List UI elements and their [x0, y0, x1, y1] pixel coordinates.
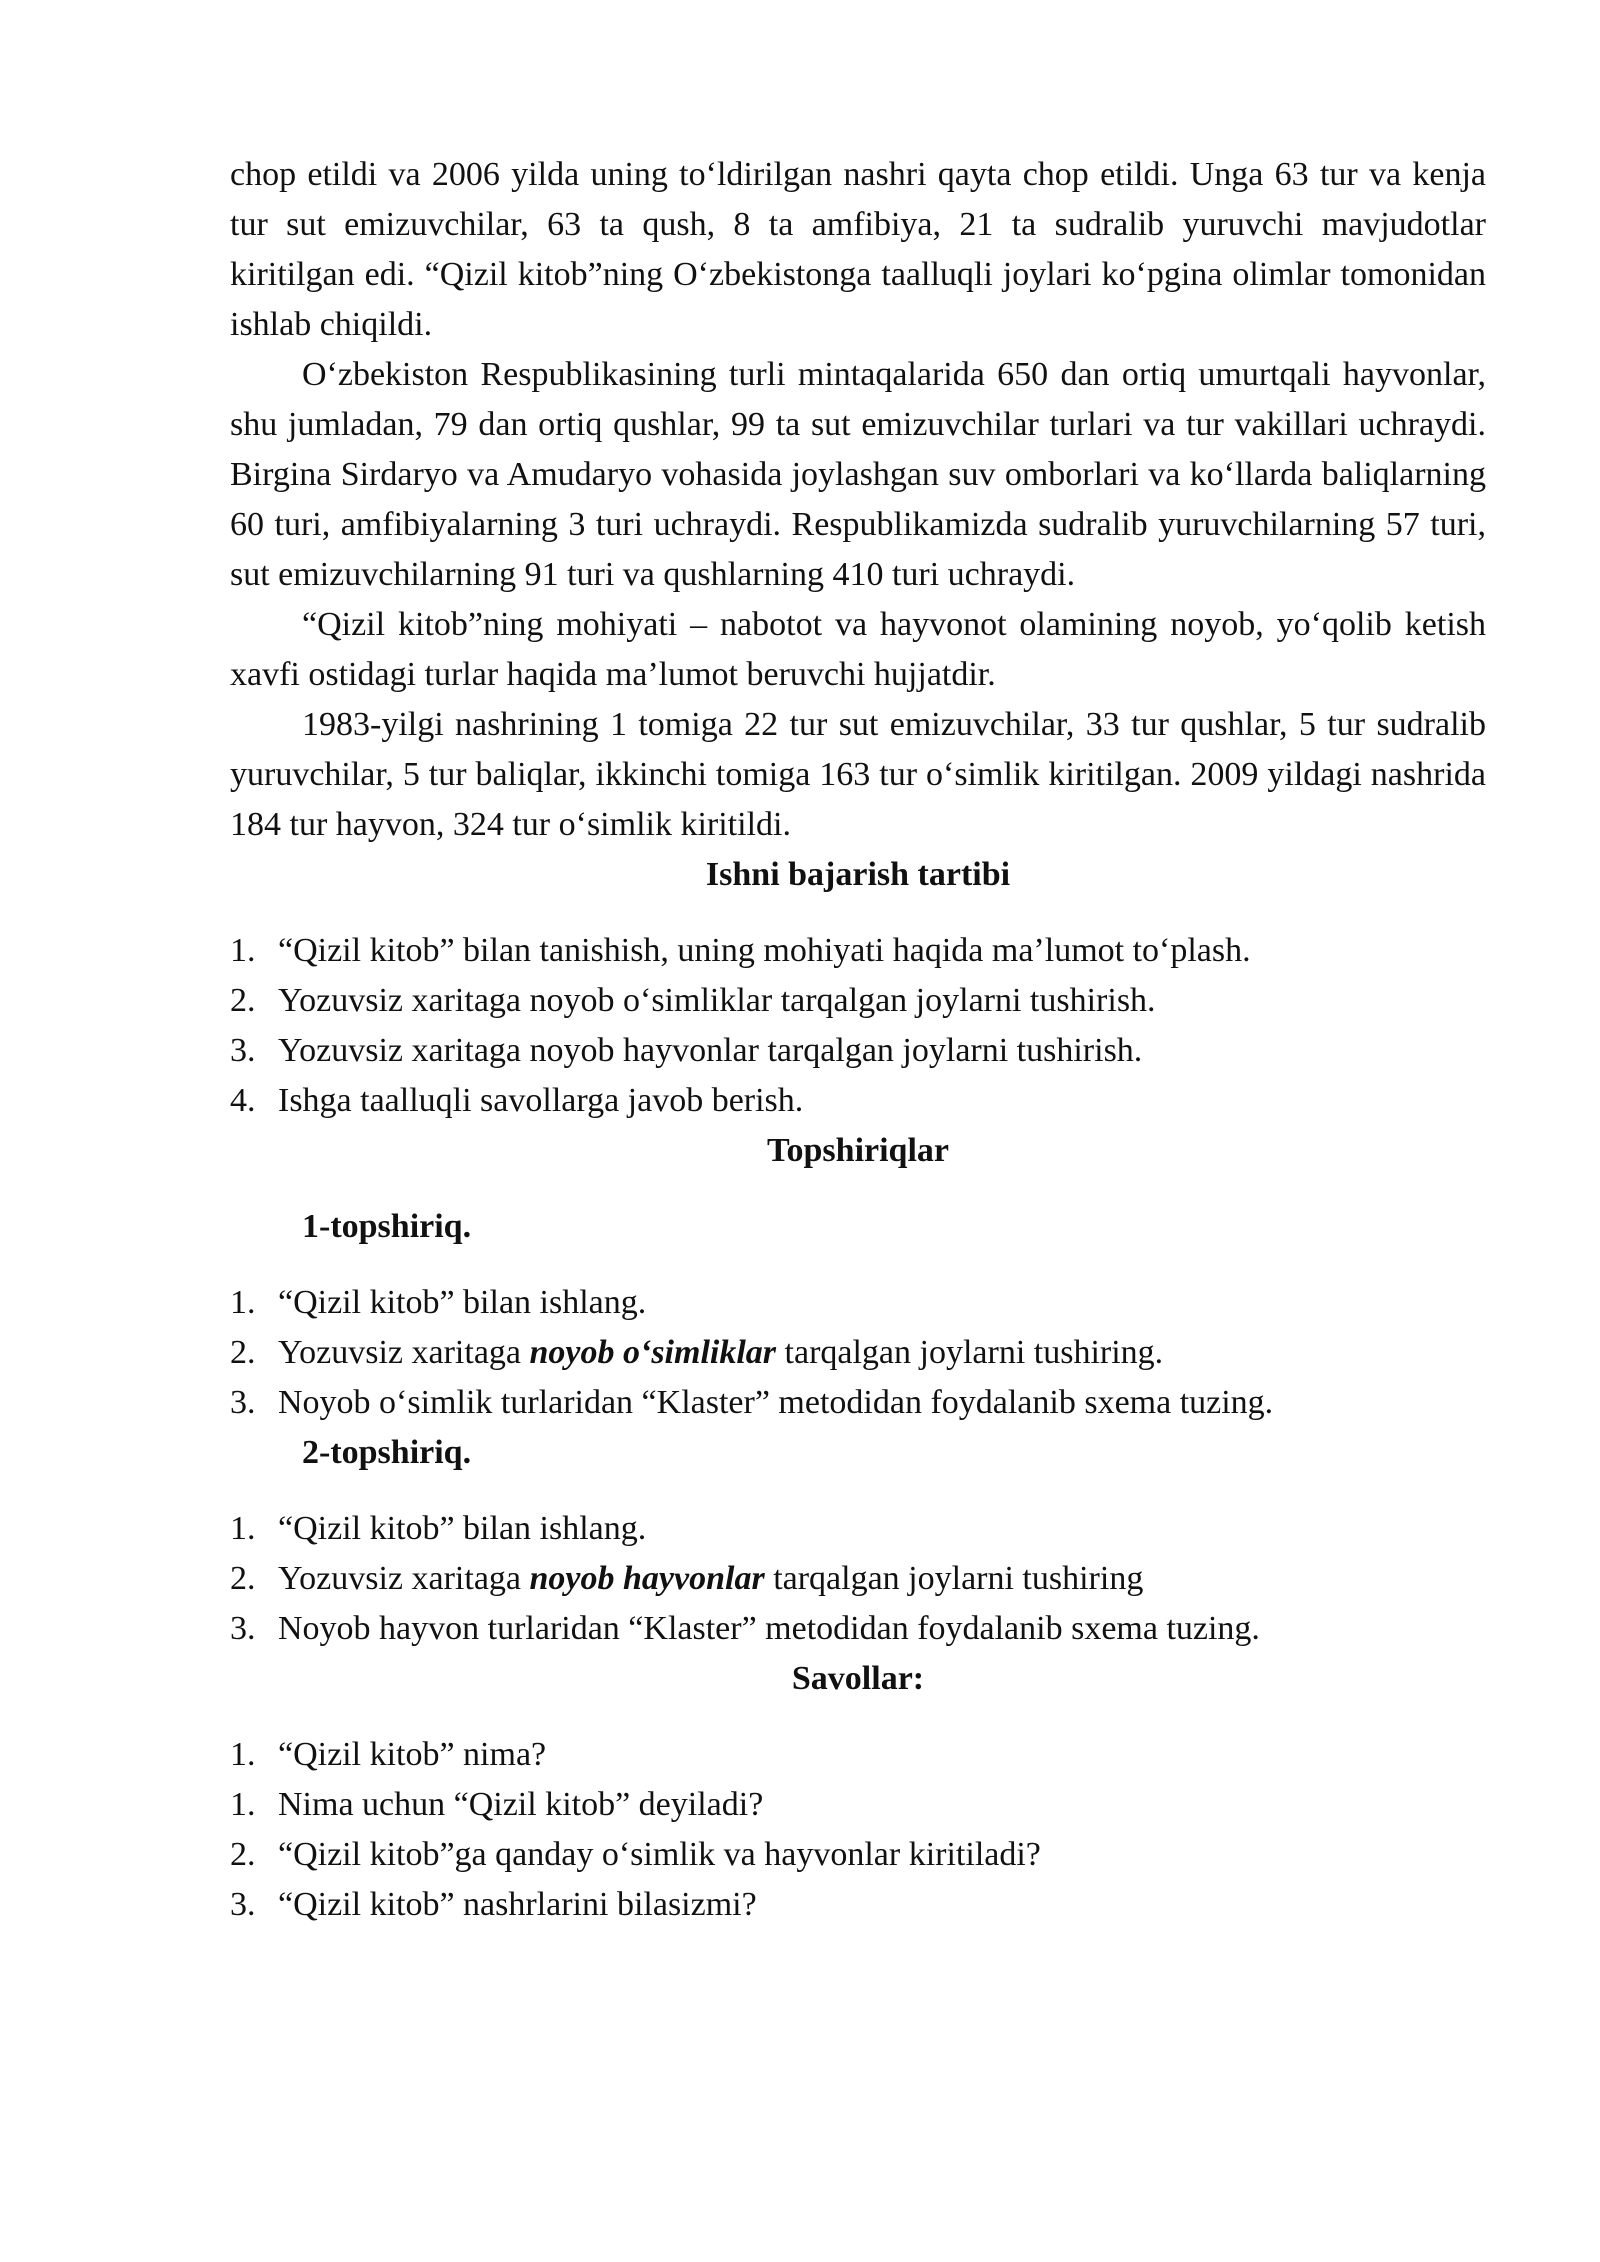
document-page [230, 150, 1486, 1930]
item-text: Yozuvsiz xaritaga noyob o‘simliklar tarqalgan joylarni tushirish. [278, 982, 1156, 1019]
item-number: 2. [230, 1334, 256, 1371]
item-text: Nima uchun “Qizil kitob” deyiladi? [278, 1786, 764, 1823]
item-text-after: tarqalgan joylarni tushiring. [776, 1334, 1164, 1371]
item-text: “Qizil kitob” nima? [278, 1736, 547, 1773]
item-number: 3. [230, 1610, 256, 1647]
item-text: “Qizil kitob” bilan ishlang. [278, 1510, 647, 1547]
item-text-before: Yozuvsiz xaritaga [278, 1560, 530, 1597]
item-number: 1. [230, 1284, 256, 1321]
list-item [230, 976, 1486, 1026]
task1-title: 1-topshiriq. [302, 1208, 472, 1245]
paragraph-2: O‘zbekiston Respublikasining turli mintaqalarida 650 dan ortiq umurtqali hayvonlar, shu jumladan, 79 dan ortiq qushlar, 99 ta sut emizuvchilar turlari va tur vakillari uchraydi. Birgina Sirdaryo va Amudaryo vohasida joylashgan suv omborlari va ko‘llarda baliqlarning 60 turi, amfibiyalarning 3 turi uchraydi. Respublikamizda sudralib yuruvchilarning 57 turi, sut emizuvchilarning 91 turi va qushlarning 410 turi uchraydi. [230, 356, 1486, 593]
item-text: “Qizil kitob”ga qanday o‘simlik va hayvonlar kiritiladi? [278, 1836, 1041, 1873]
questions-heading: Savollar: [791, 1660, 925, 1697]
item-number: 4. [230, 1082, 256, 1119]
item-text: Yozuvsiz xaritaga noyob hayvonlar tarqalgan joylarni tushirish. [278, 1032, 1143, 1069]
list-item [230, 1076, 1486, 1126]
item-number: 1. [230, 1736, 256, 1773]
list-item [230, 1504, 1486, 1554]
item-number: 3. [230, 1886, 256, 1923]
item-text-after: tarqalgan joylarni tushiring [764, 1560, 1144, 1597]
list-item [230, 1880, 1486, 1930]
list-item [230, 1554, 1486, 1604]
item-number: 1. [230, 1786, 256, 1823]
emphasized-term: noyob hayvonlar [529, 1560, 765, 1597]
item-number: 2. [230, 982, 256, 1019]
task1-list [230, 1278, 1486, 1428]
paragraph-4: 1983-yilgi nashrining 1 tomiga 22 tur sut emizuvchilar, 33 tur qushlar, 5 tur sudralib yuruvchilar, 5 tur baliqlar, ikkinchi tomiga 163 tur o‘simlik kiritilgan. 2009 yildagi nashrida 184 tur hayvon, 324 tur o‘simlik kiritildi. [230, 706, 1486, 843]
item-text: Ishga taalluqli savollarga javob berish. [278, 1082, 804, 1119]
item-text: “Qizil kitob” bilan ishlang. [278, 1284, 647, 1321]
item-text [278, 1328, 1163, 1378]
paragraph-3: “Qizil kitob”ning mohiyati – nabotot va hayvonot olamining noyob, yo‘qolib ketish xavfi ostidagi turlar haqida ma’lumot beruvchi hujjatdir. [230, 606, 1486, 693]
item-text: Noyob o‘simlik turlaridan “Klaster” metodidan foydalanib sxema tuzing. [278, 1384, 1274, 1421]
list-item [230, 1026, 1486, 1076]
item-number: 2. [230, 1836, 256, 1873]
emphasized-term: noyob o‘simliklar [529, 1334, 777, 1371]
list-item [230, 1604, 1486, 1654]
list-item [230, 1730, 1486, 1780]
item-text: Noyob hayvon turlaridan “Klaster” metodidan foydalanib sxema tuzing. [278, 1610, 1260, 1647]
item-text [278, 1554, 1143, 1604]
task2-title: 2-topshiriq. [302, 1434, 472, 1471]
list-item [230, 1378, 1486, 1428]
item-number: 2. [230, 1560, 256, 1597]
task2-list [230, 1504, 1486, 1654]
item-number: 3. [230, 1032, 256, 1069]
item-number: 3. [230, 1384, 256, 1421]
item-number: 1. [230, 1510, 256, 1547]
list-item [230, 1780, 1486, 1830]
list-item [230, 1278, 1486, 1328]
item-text-before: Yozuvsiz xaritaga [278, 1334, 530, 1371]
tasks-heading: Topshiriqlar [766, 1132, 950, 1169]
questions-list [230, 1730, 1486, 1930]
list-item [230, 1830, 1486, 1880]
list-item [230, 926, 1486, 976]
procedure-heading: Ishni bajarish tartibi [705, 856, 1011, 893]
item-number: 1. [230, 932, 256, 969]
item-text: “Qizil kitob” bilan tanishish, uning mohiyati haqida ma’lumot to‘plash. [278, 932, 1251, 969]
procedure-list [230, 926, 1486, 1126]
item-text: “Qizil kitob” nashrlarini bilasizmi? [278, 1886, 757, 1923]
list-item [230, 1328, 1486, 1378]
paragraph-1: chop etildi va 2006 yilda uning to‘ldirilgan nashri qayta chop etildi. Unga 63 tur va kenja tur sut emizuvchilar, 63 ta qush, 8 ta amfibiya, 21 ta sudralib yuruvchi mavjudotlar kiritilgan edi. “Qizil kitob”ning O‘zbekistonga taalluqli joylari ko‘pgina olimlar tomonidan ishlab chiqildi. [230, 156, 1486, 343]
